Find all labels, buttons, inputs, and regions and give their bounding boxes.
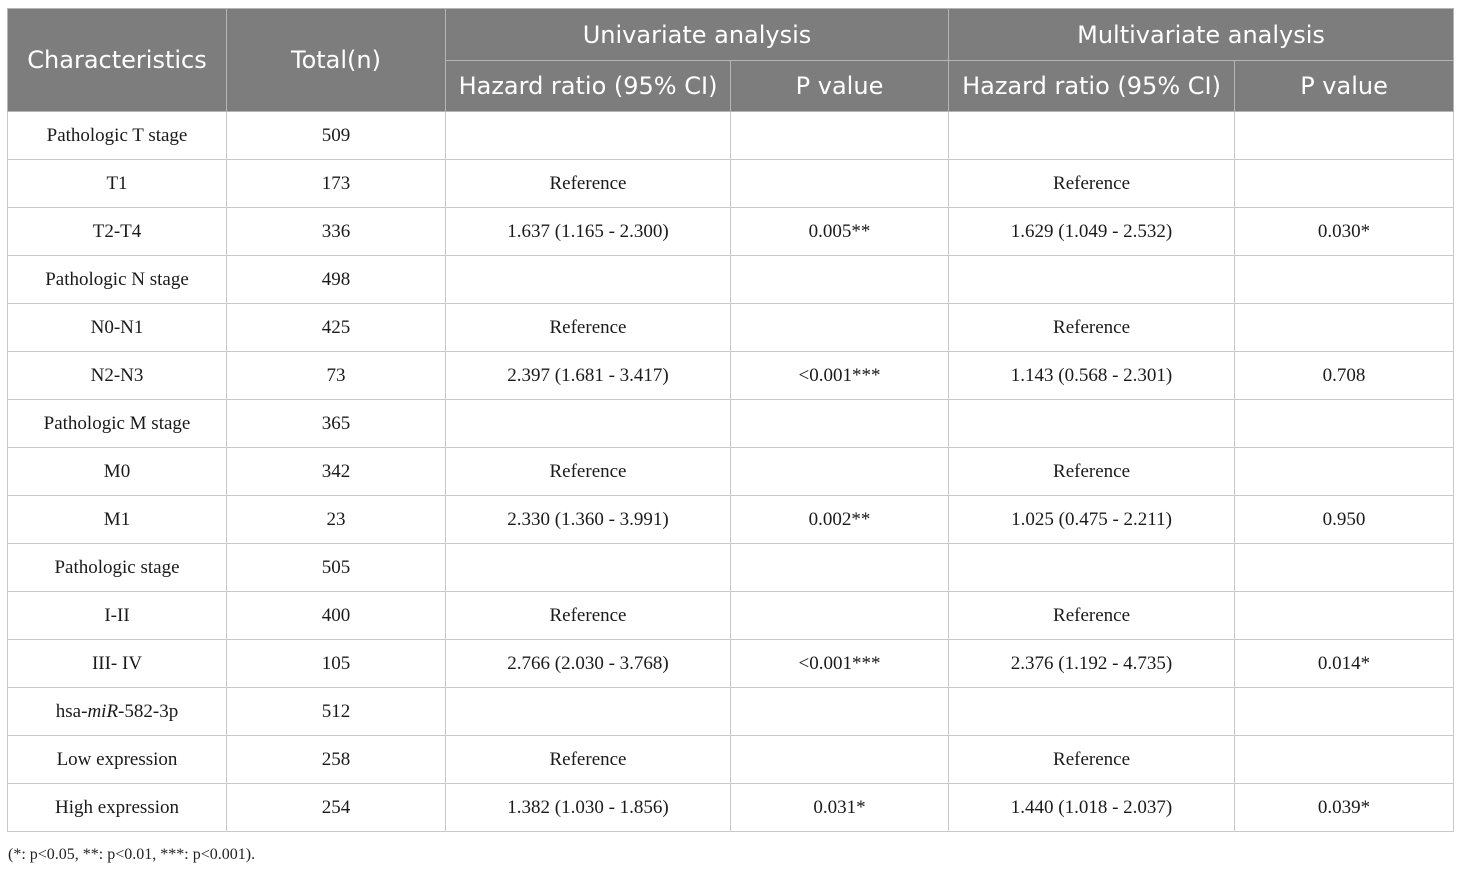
cell-multi-hazard-ratio	[949, 400, 1235, 448]
cell-multi-p-value: 0.950	[1235, 496, 1454, 544]
cell-uni-hazard-ratio	[446, 688, 731, 736]
cell-multi-hazard-ratio: Reference	[949, 160, 1235, 208]
cell-total: 173	[227, 160, 446, 208]
cell-total: 254	[227, 784, 446, 832]
header-multi-hazard-ratio: Hazard ratio (95% CI)	[949, 61, 1235, 112]
cell-total: 73	[227, 352, 446, 400]
header-uni-hazard-ratio: Hazard ratio (95% CI)	[446, 61, 731, 112]
cell-multi-p-value	[1235, 256, 1454, 304]
cell-uni-p-value	[731, 160, 949, 208]
table-row	[8, 256, 1454, 304]
cell-uni-p-value	[731, 736, 949, 784]
header-uni-p-value: P value	[731, 61, 949, 112]
cell-multi-hazard-ratio: 1.143 (0.568 - 2.301)	[949, 352, 1235, 400]
cell-multi-hazard-ratio: Reference	[949, 448, 1235, 496]
table-footnote: (*: p<0.05, **: p<0.01, ***: p<0.001).	[8, 846, 256, 863]
table-row	[8, 448, 1454, 496]
cell-characteristic: Low expression	[8, 736, 227, 784]
cell-multi-hazard-ratio	[949, 112, 1235, 160]
cell-characteristic: T1	[8, 160, 227, 208]
header-row-top	[8, 9, 1454, 61]
cell-multi-p-value: 0.039*	[1235, 784, 1454, 832]
cell-multi-p-value	[1235, 448, 1454, 496]
table-row	[8, 784, 1454, 832]
cell-total: 505	[227, 544, 446, 592]
table-row	[8, 208, 1454, 256]
table-row	[8, 304, 1454, 352]
cell-characteristic: High expression	[8, 784, 227, 832]
cell-uni-p-value: <0.001***	[731, 352, 949, 400]
gene-italic-fragment: miR	[87, 700, 119, 722]
cell-total: 509	[227, 112, 446, 160]
cell-uni-hazard-ratio: Reference	[446, 160, 731, 208]
cell-characteristic: Pathologic T stage	[8, 112, 227, 160]
cell-characteristic: N2-N3	[8, 352, 227, 400]
cell-characteristic: hsa-miR-582-3p	[8, 688, 227, 736]
cell-uni-p-value: 0.002**	[731, 496, 949, 544]
table-row	[8, 640, 1454, 688]
cell-uni-p-value	[731, 544, 949, 592]
cell-uni-hazard-ratio	[446, 400, 731, 448]
cell-multi-p-value	[1235, 160, 1454, 208]
cell-uni-hazard-ratio: Reference	[446, 304, 731, 352]
cell-characteristic: Pathologic N stage	[8, 256, 227, 304]
cell-characteristic: T2-T4	[8, 208, 227, 256]
header-multivariate: Multivariate analysis	[949, 9, 1454, 61]
cell-characteristic: I-II	[8, 592, 227, 640]
cell-total: 512	[227, 688, 446, 736]
cell-total: 258	[227, 736, 446, 784]
cell-multi-p-value	[1235, 112, 1454, 160]
table-row	[8, 736, 1454, 784]
cell-multi-hazard-ratio: Reference	[949, 736, 1235, 784]
table-row	[8, 544, 1454, 592]
header-univariate: Univariate analysis	[446, 9, 949, 61]
cell-multi-p-value	[1235, 304, 1454, 352]
cell-multi-hazard-ratio: 1.629 (1.049 - 2.532)	[949, 208, 1235, 256]
cell-uni-hazard-ratio	[446, 544, 731, 592]
cell-multi-p-value	[1235, 400, 1454, 448]
cell-uni-p-value	[731, 304, 949, 352]
table-row	[8, 592, 1454, 640]
cell-characteristic: Pathologic stage	[8, 544, 227, 592]
cell-characteristic: Pathologic M stage	[8, 400, 227, 448]
header-total: Total(n)	[227, 9, 446, 112]
cell-uni-hazard-ratio: 2.330 (1.360 - 3.991)	[446, 496, 731, 544]
cell-uni-hazard-ratio	[446, 112, 731, 160]
cell-multi-p-value	[1235, 736, 1454, 784]
cell-multi-p-value	[1235, 544, 1454, 592]
cell-uni-p-value	[731, 688, 949, 736]
cell-multi-hazard-ratio: 1.025 (0.475 - 2.211)	[949, 496, 1235, 544]
cell-multi-hazard-ratio	[949, 256, 1235, 304]
cell-multi-p-value	[1235, 688, 1454, 736]
cell-uni-hazard-ratio: 2.766 (2.030 - 3.768)	[446, 640, 731, 688]
cell-uni-hazard-ratio	[446, 256, 731, 304]
cell-multi-hazard-ratio: 1.440 (1.018 - 2.037)	[949, 784, 1235, 832]
cell-characteristic: M0	[8, 448, 227, 496]
table-row	[8, 688, 1454, 736]
cell-characteristic: III- IV	[8, 640, 227, 688]
cell-multi-hazard-ratio	[949, 544, 1235, 592]
table-row	[8, 496, 1454, 544]
cell-uni-p-value: 0.005**	[731, 208, 949, 256]
cell-multi-hazard-ratio	[949, 688, 1235, 736]
table-body	[8, 112, 1454, 832]
cell-total: 425	[227, 304, 446, 352]
cell-uni-hazard-ratio: Reference	[446, 736, 731, 784]
cell-multi-hazard-ratio: 2.376 (1.192 - 4.735)	[949, 640, 1235, 688]
cell-uni-p-value: 0.031*	[731, 784, 949, 832]
cell-uni-p-value	[731, 592, 949, 640]
cell-uni-p-value	[731, 448, 949, 496]
cell-multi-p-value: 0.030*	[1235, 208, 1454, 256]
table-row	[8, 400, 1454, 448]
cell-total: 498	[227, 256, 446, 304]
cell-total: 336	[227, 208, 446, 256]
cell-uni-p-value	[731, 112, 949, 160]
cell-total: 23	[227, 496, 446, 544]
cell-uni-hazard-ratio: 1.382 (1.030 - 1.856)	[446, 784, 731, 832]
cell-multi-hazard-ratio: Reference	[949, 304, 1235, 352]
cell-multi-p-value	[1235, 592, 1454, 640]
cell-characteristic: N0-N1	[8, 304, 227, 352]
cell-uni-p-value	[731, 256, 949, 304]
cell-total: 105	[227, 640, 446, 688]
cell-total: 342	[227, 448, 446, 496]
header-characteristics: Characteristics	[8, 9, 227, 112]
cell-characteristic: M1	[8, 496, 227, 544]
cell-uni-p-value: <0.001***	[731, 640, 949, 688]
table-row	[8, 112, 1454, 160]
cell-uni-hazard-ratio: 2.397 (1.681 - 3.417)	[446, 352, 731, 400]
cell-uni-p-value	[731, 400, 949, 448]
cell-multi-hazard-ratio: Reference	[949, 592, 1235, 640]
cell-uni-hazard-ratio: 1.637 (1.165 - 2.300)	[446, 208, 731, 256]
table-row	[8, 352, 1454, 400]
cell-uni-hazard-ratio: Reference	[446, 592, 731, 640]
cell-multi-p-value: 0.014*	[1235, 640, 1454, 688]
cell-total: 365	[227, 400, 446, 448]
header-multi-p-value: P value	[1235, 61, 1454, 112]
cell-total: 400	[227, 592, 446, 640]
cell-multi-p-value: 0.708	[1235, 352, 1454, 400]
hazard-ratio-table	[7, 8, 1454, 832]
table-container	[7, 8, 1453, 832]
cell-uni-hazard-ratio: Reference	[446, 448, 731, 496]
table-row	[8, 160, 1454, 208]
